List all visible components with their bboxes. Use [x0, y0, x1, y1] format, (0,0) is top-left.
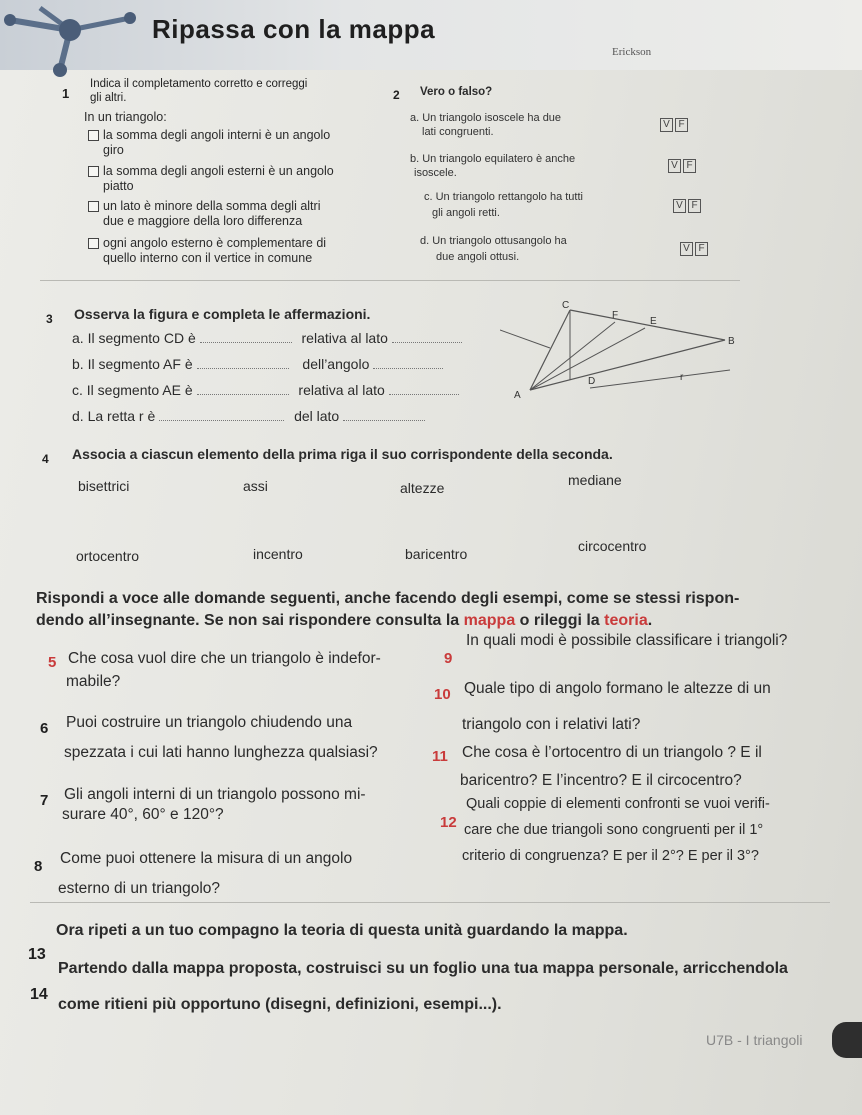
ex3-c-prefix: c. Il segmento AE è — [72, 382, 193, 398]
ex13-number: 13 — [28, 946, 46, 963]
label-d: D — [588, 376, 596, 387]
section-divider-2 — [30, 902, 830, 903]
label-r: r — [680, 372, 684, 383]
q6-line2: spezzata i cui lati hanno lunghezza qualsiasi? — [64, 744, 378, 761]
ex3-b-blank-1[interactable] — [197, 368, 289, 369]
q12-line3: criterio di congruenza? E per il 2°? E per il 3°? — [462, 848, 759, 864]
ex1-checkbox-4[interactable] — [88, 238, 99, 249]
ex1-checkbox-3[interactable] — [88, 201, 99, 212]
ex3-d-blank-2[interactable] — [343, 420, 425, 421]
true-box[interactable]: V — [668, 159, 681, 173]
ex1-item-1-line1: la somma degli angoli interni è un angolo — [103, 128, 331, 142]
q9-line1: In quali modi è possibile classificare i triangoli? — [466, 632, 788, 649]
false-box[interactable]: F — [683, 159, 696, 173]
ex4-row2-item-2[interactable]: incentro — [253, 546, 303, 562]
true-box[interactable]: V — [680, 242, 693, 256]
q10-line2: triangolo con i relativi lati? — [462, 716, 641, 733]
q11-line1: Che cosa è l’ortocentro di un triangolo ? E il — [462, 744, 762, 761]
q10-line1: Quale tipo di angolo formano le altezze di un — [464, 680, 771, 697]
oral-intro-text-3: . — [647, 612, 653, 629]
q5-line2: mabile? — [66, 673, 121, 690]
ex13-text: Ora ripeti a un tuo compagno la teoria di questa unità guardando la mappa. — [56, 922, 628, 939]
ex4-title: Associa a ciascun elemento della prima riga il suo corrispondente della seconda. — [72, 446, 613, 462]
ex3-a-mid: relativa al lato — [301, 330, 388, 346]
q9-number: 9 — [444, 650, 453, 667]
ex3-b-prefix: b. Il segmento AF è — [72, 356, 193, 372]
ex2-vf-c — [673, 199, 703, 213]
ex3-a-prefix: a. Il segmento CD è — [72, 330, 196, 346]
ex2-item-c-line2: gli angoli retti. — [432, 207, 500, 219]
theory-link[interactable]: teoria — [604, 612, 648, 629]
ex1-instruction-2: gli altri. — [90, 92, 127, 104]
q5-number: 5 — [48, 654, 57, 671]
ex4-row1-item-4[interactable]: mediane — [568, 472, 622, 488]
ex2-vf-a — [660, 118, 690, 132]
q12-line1: Quali coppie di elementi confronti se vuoi verifi- — [466, 796, 770, 812]
true-box[interactable]: V — [673, 199, 686, 213]
ex4-row1-item-1[interactable]: bisettrici — [78, 478, 130, 494]
q7-number: 7 — [40, 792, 49, 809]
oral-intro-line1: Rispondi a voce alle domande seguenti, anche facendo degli esempi, come se stessi rispon- — [36, 590, 740, 607]
ex1-item-3-line1: un lato è minore della somma degli altri — [103, 199, 321, 213]
publisher-logo: Erickson — [612, 46, 652, 58]
oral-intro-text-1: dendo all’insegnante. Se non sai rispondere consulta la — [36, 612, 464, 629]
ex1-intro: In un triangolo: — [84, 110, 167, 124]
ex3-c-mid: relativa al lato — [298, 382, 385, 398]
ex1-checkbox-2[interactable] — [88, 166, 99, 177]
q12-number: 12 — [440, 814, 457, 831]
q7-line2: surare 40°, 60° e 120°? — [62, 806, 224, 823]
ex2-title: Vero o falso? — [420, 86, 493, 98]
ex3-b-mid: dell’angolo — [302, 356, 370, 372]
q8-line2: esterno di un triangolo? — [58, 880, 221, 897]
false-box[interactable]: F — [695, 242, 708, 256]
ex4-number: 4 — [42, 452, 49, 466]
page-title: Ripassa con la mappa — [152, 14, 436, 44]
ex3-a-blank-2[interactable] — [392, 342, 462, 343]
ex4-row2-item-3[interactable]: baricentro — [405, 546, 468, 562]
ex3-number: 3 — [46, 312, 53, 326]
oral-intro-line2 — [36, 612, 652, 630]
ex3-statement-d — [72, 408, 425, 424]
ex1-item-2-line2: piatto — [103, 179, 134, 193]
ex4-row1-item-2[interactable]: assi — [243, 478, 268, 494]
ex2-vf-b — [668, 159, 698, 173]
q11-line2: baricentro? E l’incentro? E il circocentro? — [460, 772, 742, 789]
ex3-c-blank-2[interactable] — [389, 394, 459, 395]
ex3-b-blank-2[interactable] — [373, 368, 443, 369]
q10-number: 10 — [434, 686, 451, 703]
q7-line1: Gli angoli interni di un triangolo possono mi- — [64, 786, 366, 803]
map-network-icon — [0, 0, 150, 80]
label-c: C — [562, 300, 570, 311]
footer-unit-label: U7B - I triangoli — [706, 1032, 803, 1048]
false-box[interactable]: F — [688, 199, 701, 213]
ex1-checkbox-1[interactable] — [88, 130, 99, 141]
oral-intro-text-2: o rileggi la — [515, 612, 605, 629]
label-a: A — [514, 390, 521, 401]
q5-line1: Che cosa vuol dire che un triangolo è indefor- — [68, 650, 381, 667]
map-link[interactable]: mappa — [463, 612, 516, 629]
ex2-item-d-line2: due angoli ottusi. — [436, 251, 520, 263]
true-box[interactable]: V — [660, 118, 673, 132]
ex2-number: 2 — [393, 88, 400, 102]
ex2-item-a-line1: a. Un triangolo isoscele ha due — [410, 112, 562, 124]
ex3-c-blank-1[interactable] — [197, 394, 289, 395]
ex1-item-1-line2: giro — [103, 143, 124, 157]
ex14-line2: come ritieni più opportuno (disegni, definizioni, esempi...). — [58, 996, 502, 1013]
false-box[interactable]: F — [675, 118, 688, 132]
q8-number: 8 — [34, 858, 43, 875]
ex4-row2-item-4[interactable]: circocentro — [578, 538, 647, 554]
q12-line2: care che due triangoli sono congruenti per il 1° — [464, 822, 764, 838]
ex14-number: 14 — [30, 986, 48, 1003]
ex3-statement-c — [72, 382, 459, 398]
triangle-figure — [500, 300, 740, 410]
label-b: B — [728, 336, 735, 347]
q6-line1: Puoi costruire un triangolo chiudendo una — [66, 714, 353, 731]
ex4-row2-item-1[interactable]: ortocentro — [76, 548, 140, 564]
ex1-number: 1 — [62, 86, 70, 101]
ex2-vf-d — [680, 242, 710, 256]
ex3-d-mid: del lato — [294, 408, 340, 424]
q11-number: 11 — [432, 748, 448, 765]
label-e: E — [650, 316, 657, 327]
ex3-d-prefix: d. La retta r è — [72, 408, 156, 424]
ex1-instruction-1: Indica il completamento corretto e correggi — [90, 78, 308, 90]
ex3-d-blank-1[interactable] — [159, 420, 284, 421]
ex3-title: Osserva la figura e completa le affermazioni. — [74, 306, 371, 322]
ex2-item-a-line2: lati congruenti. — [422, 126, 494, 138]
ex3-statement-a — [72, 330, 462, 346]
ex2-item-b-line2: isoscele. — [414, 167, 457, 179]
ex2-item-c-line1: c. Un triangolo rettangolo ha tutti — [424, 191, 583, 203]
ex1-item-2-line1: la somma degli angoli esterni è un angolo — [103, 164, 334, 178]
ex2-item-b-line1: b. Un triangolo equilatero è anche — [410, 153, 576, 165]
section-divider-1 — [40, 280, 740, 281]
ex1-item-4-line1: ogni angolo esterno è complementare di — [103, 236, 327, 250]
label-f: F — [612, 310, 619, 321]
q8-line1: Come puoi ottenere la misura di un angolo — [60, 850, 353, 867]
ex3-statement-b — [72, 356, 443, 372]
ex14-line1: Partendo dalla mappa proposta, costruisci su un foglio una tua mappa personale, arricchendola — [58, 960, 788, 977]
page-tab-marker — [832, 1022, 862, 1058]
ex1-item-4-line2: quello interno con il vertice in comune — [103, 251, 313, 265]
ex3-a-blank-1[interactable] — [200, 342, 292, 343]
ex4-row1-item-3[interactable]: altezze — [400, 480, 445, 496]
q6-number: 6 — [40, 720, 49, 737]
ex1-item-3-line2: due e maggiore della loro differenza — [103, 214, 303, 228]
ex2-item-d-line1: d. Un triangolo ottusangolo ha — [420, 235, 567, 247]
